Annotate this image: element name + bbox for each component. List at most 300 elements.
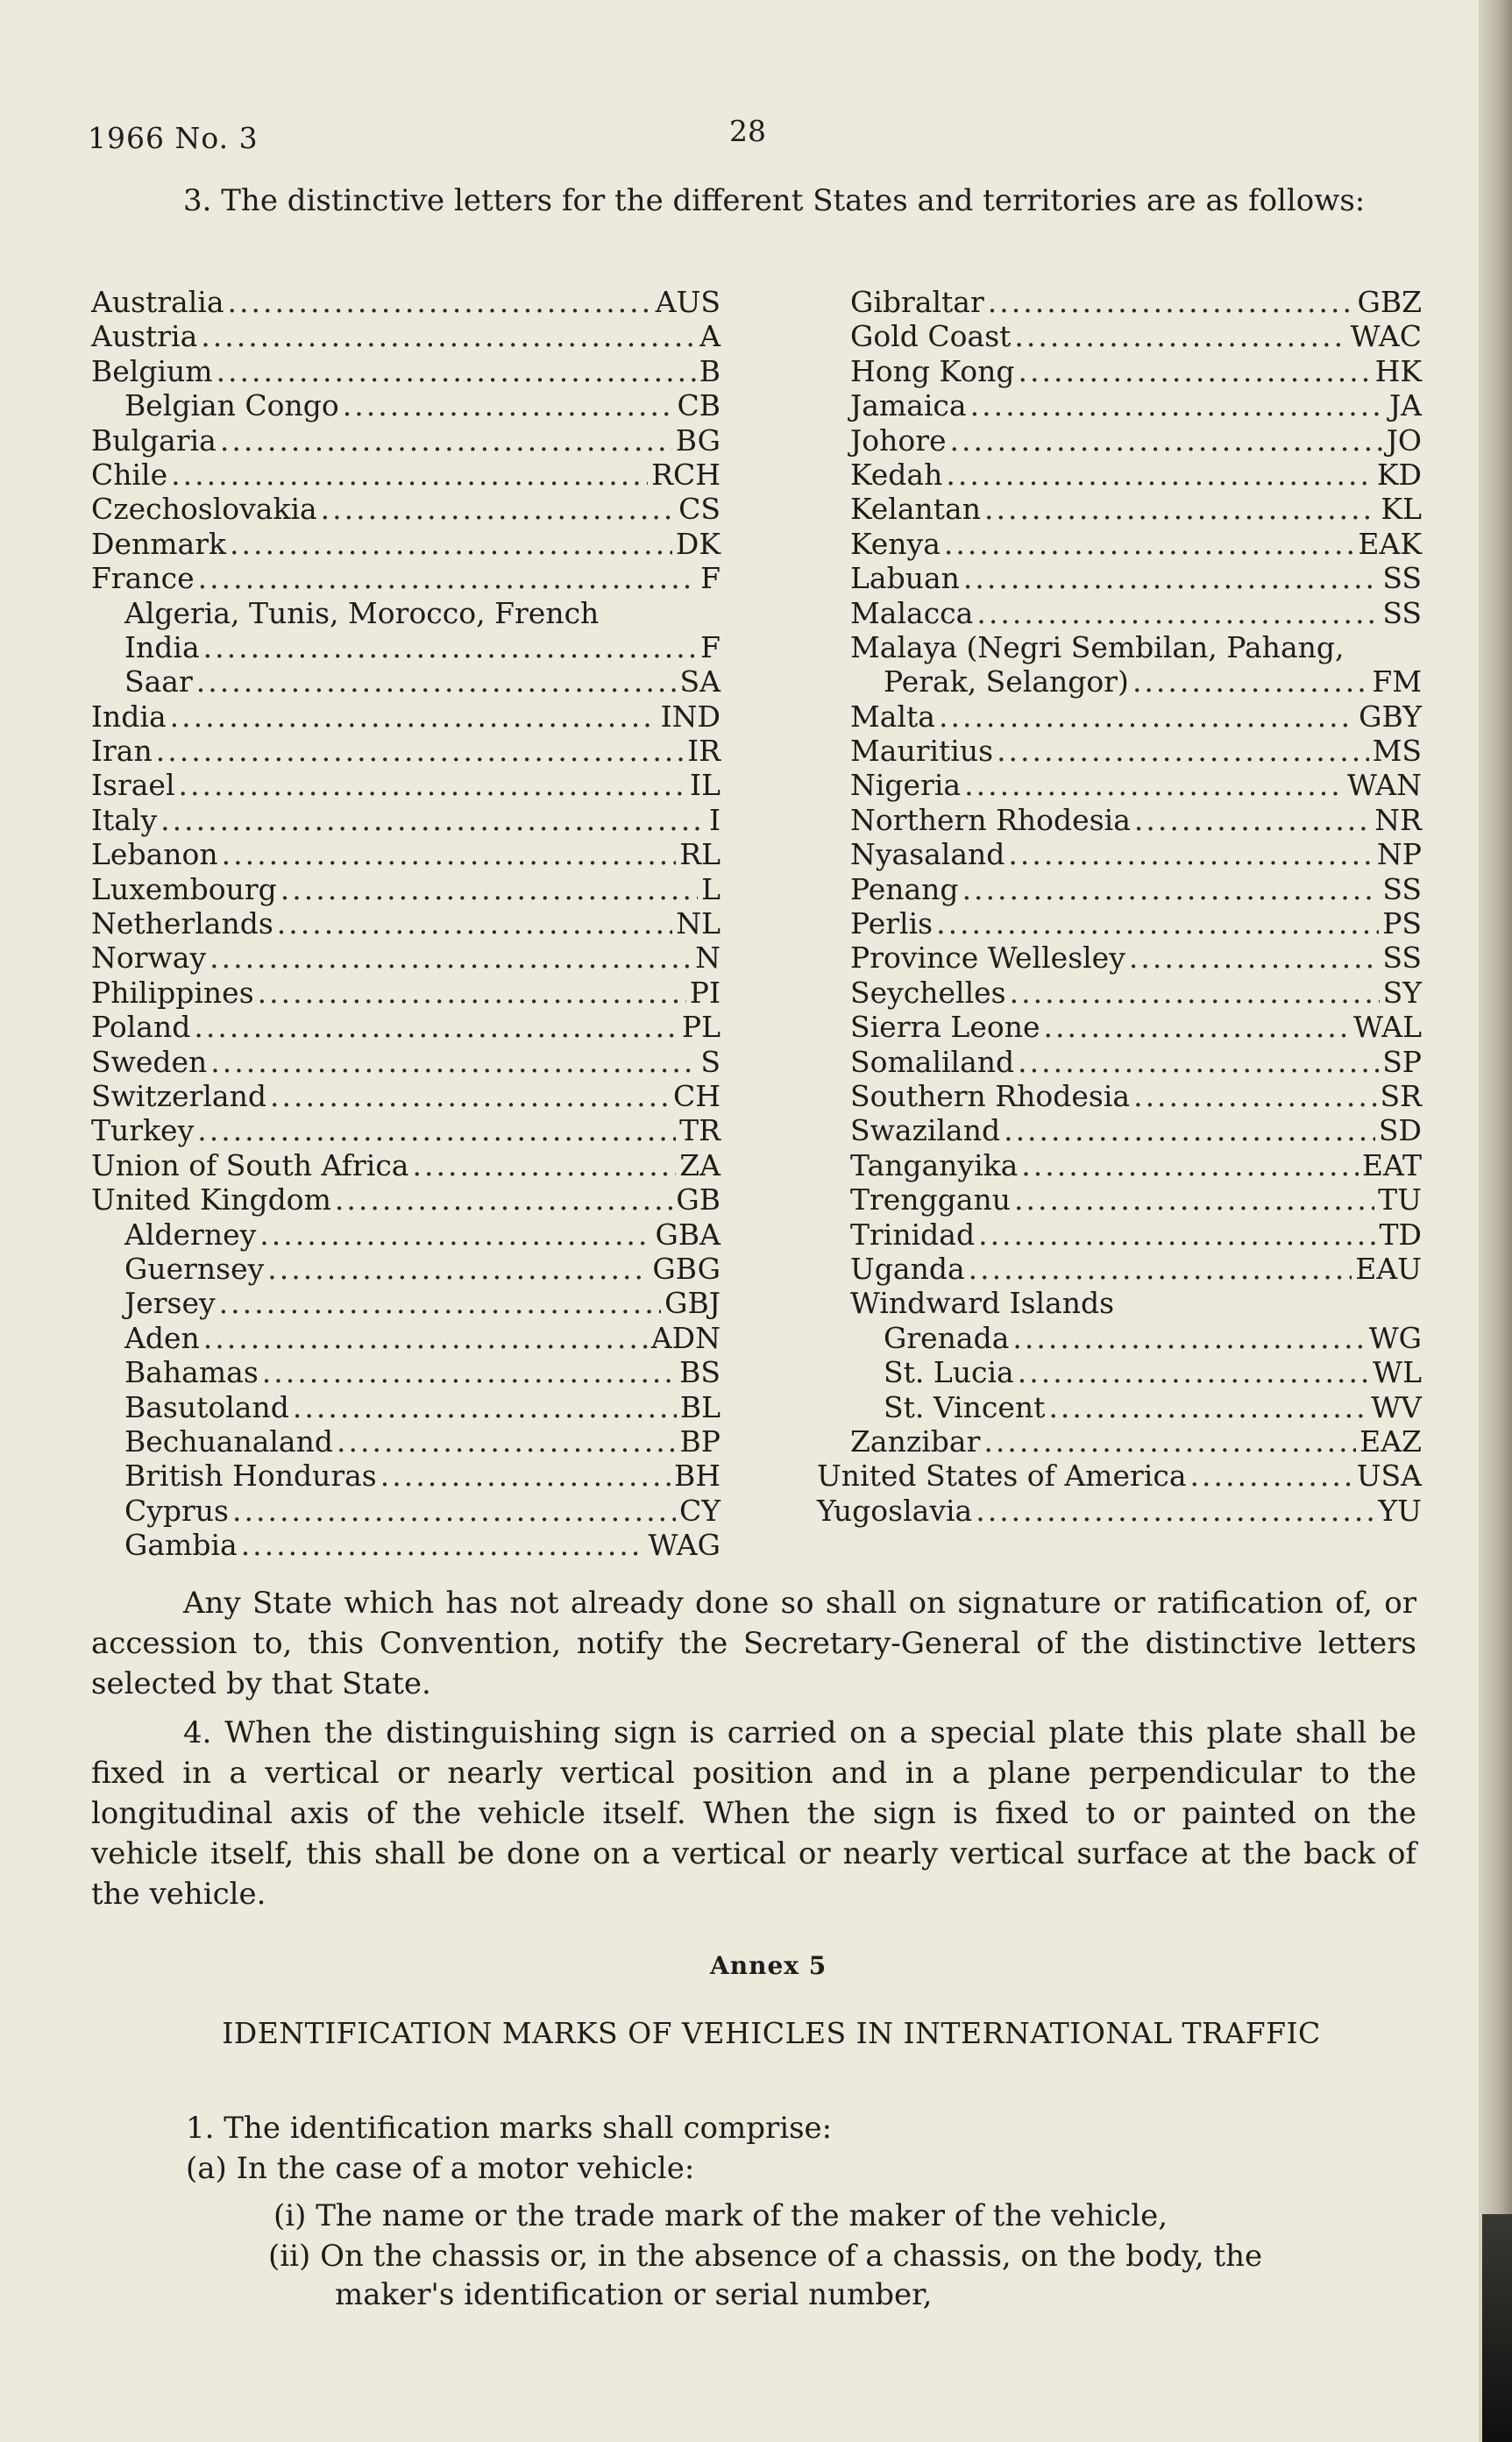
country-entry <box>817 1459 1422 1493</box>
distinctive-letters: DK <box>675 526 721 561</box>
dot-leader <box>412 1148 676 1182</box>
distinctive-letters: WG <box>1368 1320 1422 1355</box>
distinctive-letters: BP <box>679 1423 721 1459</box>
country-entry <box>91 699 721 734</box>
country-name: Trinidad <box>850 1217 976 1252</box>
country-entry <box>91 1148 721 1182</box>
dot-leader <box>198 561 697 595</box>
dot-leader <box>978 1217 1375 1252</box>
country-entry <box>817 1286 1422 1320</box>
dot-leader <box>293 1390 677 1424</box>
distinctive-letters: IR <box>687 734 721 769</box>
distinctive-letters: NL <box>676 906 721 941</box>
distinctive-letters: YU <box>1378 1493 1422 1528</box>
dot-leader <box>203 630 697 664</box>
country-name: Johore <box>850 422 947 458</box>
country-entry <box>91 1182 721 1217</box>
distinctive-letters: PS <box>1382 906 1422 941</box>
country-name: Aden <box>124 1320 200 1355</box>
distinctive-letters: S <box>700 1044 721 1079</box>
country-name: Grenada <box>884 1320 1010 1355</box>
dot-leader <box>964 768 1344 802</box>
country-name: Mauritius <box>850 734 994 769</box>
distinctive-letters: L <box>701 871 721 906</box>
country-entry <box>817 596 1422 630</box>
country-name: Gibraltar <box>850 285 984 319</box>
country-entry <box>817 872 1422 906</box>
distinctive-letters: GBG <box>652 1251 721 1286</box>
distinctive-letters: JA <box>1388 388 1422 423</box>
country-name: Bahamas <box>124 1355 259 1390</box>
distinctive-letters: CB <box>677 388 721 423</box>
country-entry <box>817 285 1422 319</box>
country-name: Lebanon <box>91 837 218 872</box>
distinctive-letters: RCH <box>651 457 721 492</box>
distinctive-letters: BH <box>673 1459 721 1494</box>
dot-leader <box>241 1528 645 1562</box>
country-entry <box>91 768 721 802</box>
dot-leader <box>946 458 1374 492</box>
country-name: Switzerland <box>91 1078 266 1113</box>
country-entry <box>817 319 1422 353</box>
country-entry <box>817 1252 1422 1286</box>
distinctive-letters: B <box>699 353 721 388</box>
dot-leader <box>196 664 677 699</box>
country-name: Netherlands <box>91 906 273 941</box>
dot-leader <box>950 423 1383 458</box>
distinctive-letters: EAK <box>1358 526 1422 561</box>
distinctive-letters: F <box>700 561 721 596</box>
dot-leader <box>983 1424 1356 1459</box>
country-entry <box>817 1321 1422 1355</box>
dot-leader <box>1133 1079 1376 1113</box>
distinctive-letters: SD <box>1378 1113 1422 1148</box>
country-entry <box>91 1494 721 1528</box>
dot-leader <box>217 354 696 388</box>
annex-item-ii: (ii) On the chassis or, in the absence of a chassis, on the body, the <box>268 2239 1263 2274</box>
dot-leader <box>1014 319 1346 353</box>
distinctive-letters: PL <box>681 1010 721 1045</box>
country-name: Bechuanaland <box>124 1423 333 1459</box>
distinctive-letters: USA <box>1356 1459 1422 1494</box>
distinctive-letters: ADN <box>650 1320 721 1355</box>
country-entry <box>817 1494 1422 1528</box>
country-name: St. Vincent <box>884 1389 1046 1424</box>
country-entry <box>91 872 721 906</box>
distinctive-letters: SS <box>1382 561 1422 596</box>
country-entry <box>91 388 721 422</box>
country-name: Trengganu <box>850 1182 1011 1217</box>
country-entry <box>817 941 1422 975</box>
dot-leader <box>997 734 1369 768</box>
country-entry <box>91 1252 721 1286</box>
distinctive-letters: WL <box>1373 1355 1422 1390</box>
country-name: Alderney <box>124 1217 257 1252</box>
dot-leader <box>1129 941 1380 975</box>
country-entry <box>91 1390 721 1424</box>
country-name: Kelantan <box>850 492 981 527</box>
country-name: Malacca <box>850 595 974 630</box>
country-entry <box>91 1355 721 1389</box>
page-edge <box>1479 0 1512 2442</box>
country-name: British Honduras <box>124 1459 377 1494</box>
distinctive-letters: WAN <box>1347 768 1422 803</box>
dot-leader <box>201 319 696 353</box>
country-entry <box>91 527 721 561</box>
annex-item-ii-continued: maker's identification or serial number, <box>335 2277 933 2312</box>
annex-item-1: 1. The identification marks shall comprise: <box>186 2111 833 2146</box>
country-entry <box>817 768 1422 802</box>
country-name: Penang <box>850 871 959 906</box>
country-name: Jersey <box>124 1286 216 1321</box>
country-entry <box>91 596 721 630</box>
dot-leader <box>343 388 674 422</box>
country-entry <box>91 630 721 664</box>
dot-leader <box>232 1494 676 1528</box>
dot-leader <box>335 1182 672 1217</box>
distinctive-letters: SS <box>1382 595 1422 630</box>
dot-leader <box>337 1424 677 1459</box>
country-entry <box>91 1286 721 1320</box>
country-name: Australia <box>91 285 224 319</box>
country-name: Hong Kong <box>850 353 1015 388</box>
country-name: Kedah <box>850 457 943 492</box>
country-entry <box>817 527 1422 561</box>
dot-leader <box>321 492 675 526</box>
dot-leader <box>1012 1321 1365 1355</box>
country-name: Luxembourg <box>91 871 277 906</box>
country-entry <box>817 561 1422 595</box>
country-entry <box>91 561 721 595</box>
country-name: Labuan <box>850 561 960 596</box>
country-entry <box>817 388 1422 422</box>
country-name: Perak, Selangor) <box>884 664 1129 699</box>
country-name: Malaya (Negri Sembilan, Pahang, <box>850 629 1345 664</box>
dot-leader <box>1008 837 1373 871</box>
distinctive-letters: TD <box>1379 1217 1422 1252</box>
country-name: Gold Coast <box>850 319 1012 354</box>
country-entry <box>817 354 1422 388</box>
right-country-column <box>817 285 1422 1528</box>
country-name: Perlis <box>850 906 933 941</box>
country-name: Kenya <box>850 526 941 561</box>
country-name: Chile <box>91 457 168 492</box>
distinctive-letters: IL <box>690 768 721 803</box>
country-name: Czechoslovakia <box>91 492 317 527</box>
dot-leader <box>380 1459 671 1493</box>
distinctive-letters: BS <box>679 1355 721 1390</box>
country-name: Nyasaland <box>850 837 1005 872</box>
country-entry <box>817 976 1422 1010</box>
country-name: Turkey <box>91 1113 195 1148</box>
country-entry <box>91 1424 721 1459</box>
distinctive-letters: EAU <box>1355 1251 1422 1286</box>
page-edge-shadow <box>1482 2214 1512 2442</box>
country-entry <box>817 1182 1422 1217</box>
country-entry <box>817 492 1422 526</box>
country-entry <box>817 1355 1422 1389</box>
country-name: United States of America <box>817 1459 1187 1494</box>
dot-leader <box>194 1010 678 1044</box>
country-name: Sierra Leone <box>850 1010 1040 1045</box>
dot-leader <box>171 458 648 492</box>
distinctive-letters: SP <box>1382 1044 1422 1079</box>
country-entry <box>91 492 721 526</box>
distinctive-letters: F <box>700 629 721 664</box>
country-name: Uganda <box>850 1251 965 1286</box>
country-name: Malta <box>850 699 935 734</box>
distinctive-letters: JO <box>1386 422 1422 458</box>
dot-leader <box>230 527 672 561</box>
country-name: Denmark <box>91 526 226 561</box>
distinctive-letters: MS <box>1372 734 1422 769</box>
dot-leader <box>219 1286 662 1320</box>
country-entry <box>817 1390 1422 1424</box>
dot-leader <box>259 1217 651 1252</box>
distinctive-letters: NR <box>1374 802 1422 837</box>
dot-leader <box>1044 1010 1350 1044</box>
distinctive-letters: SS <box>1382 871 1422 906</box>
country-entry <box>817 423 1422 458</box>
dot-leader <box>267 1252 649 1286</box>
distinctive-letters: KL <box>1381 492 1422 527</box>
country-name: Northern Rhodesia <box>850 802 1131 837</box>
dot-leader <box>209 941 692 975</box>
distinctive-letters: BG <box>675 422 721 458</box>
country-entry <box>91 837 721 871</box>
country-entry <box>91 1045 721 1079</box>
country-entry <box>817 664 1422 699</box>
dot-leader <box>936 906 1379 941</box>
distinctive-letters: WAL <box>1352 1010 1422 1045</box>
dot-leader <box>280 872 698 906</box>
dot-leader <box>1010 976 1380 1010</box>
dot-leader <box>1019 354 1372 388</box>
distinctive-letters: SY <box>1382 975 1422 1010</box>
country-entry <box>91 1079 721 1113</box>
left-country-column <box>91 285 721 1562</box>
annex-title: IDENTIFICATION MARKS OF VEHICLES IN INTERNATIONAL TRAFFIC <box>222 2016 1321 2050</box>
dot-leader <box>969 1252 1352 1286</box>
distinctive-letters: WAG <box>648 1528 721 1563</box>
country-entry <box>817 699 1422 734</box>
country-entry <box>817 1148 1422 1182</box>
distinctive-letters: CS <box>678 492 721 527</box>
dot-leader <box>220 423 672 458</box>
country-entry <box>91 1217 721 1252</box>
country-entry <box>817 1424 1422 1459</box>
dot-leader <box>1004 1113 1375 1147</box>
country-name: Somaliland <box>850 1044 1015 1079</box>
country-entry <box>91 1528 721 1562</box>
country-entry <box>91 1459 721 1493</box>
country-entry <box>91 1321 721 1355</box>
country-name: Belgian Congo <box>124 388 339 423</box>
country-entry <box>817 630 1422 664</box>
distinctive-letters: PI <box>689 975 721 1010</box>
dot-leader <box>984 492 1377 526</box>
country-name: Nigeria <box>850 768 962 803</box>
country-entry <box>91 906 721 941</box>
country-name: Province Wellesley <box>850 941 1125 976</box>
country-name: Bulgaria <box>91 422 217 458</box>
country-name: India <box>124 629 200 664</box>
country-entry <box>817 1010 1422 1044</box>
distinctive-letters: KD <box>1376 457 1422 492</box>
distinctive-letters: EAT <box>1361 1147 1422 1182</box>
dot-leader <box>277 906 672 941</box>
country-entry <box>817 1045 1422 1079</box>
distinctive-letters: GB <box>676 1182 721 1217</box>
country-name: Zanzibar <box>850 1423 981 1459</box>
country-name: Belgium <box>91 353 213 388</box>
annex-label: Annex 5 <box>710 1951 827 1980</box>
country-name: Italy <box>91 802 158 837</box>
country-entry <box>817 837 1422 871</box>
distinctive-letters: IND <box>660 699 721 734</box>
country-entry <box>91 664 721 699</box>
intro-paragraph: 3. The distinctive letters for the different States and territories are as follows: <box>183 183 1366 218</box>
distinctive-letters: A <box>699 319 721 354</box>
dot-leader <box>210 1045 697 1079</box>
page-header-year-number: 1966 No. 3 <box>88 121 259 155</box>
dot-leader <box>1048 1390 1367 1424</box>
annex-item-a: (a) In the case of a motor vehicle: <box>186 2151 695 2186</box>
country-name: Yugoslavia <box>817 1493 973 1528</box>
distinctive-letters: I <box>708 802 721 837</box>
distinctive-letters: SA <box>679 664 721 699</box>
dot-leader <box>988 285 1354 319</box>
country-name: Gambia <box>124 1528 238 1563</box>
country-name: St. Lucia <box>884 1355 1014 1390</box>
country-name: Union of South Africa <box>91 1147 409 1182</box>
country-entry <box>817 734 1422 768</box>
distinctive-letters: EAZ <box>1359 1423 1422 1459</box>
country-entry <box>817 906 1422 941</box>
distinctive-letters: N <box>695 941 721 976</box>
dot-leader <box>160 803 706 837</box>
country-name: Israel <box>91 768 175 803</box>
dot-leader <box>203 1321 648 1355</box>
distinctive-letters: GBY <box>1359 699 1422 734</box>
country-name: Swaziland <box>850 1113 1001 1148</box>
country-name: Seychelles <box>850 975 1006 1010</box>
dot-leader <box>1021 1148 1359 1182</box>
country-entry <box>817 1079 1422 1113</box>
distinctive-letters: SS <box>1382 941 1422 976</box>
country-entry <box>91 458 721 492</box>
country-name: Windward Islands <box>850 1286 1115 1321</box>
country-name: Tanganyika <box>850 1147 1019 1182</box>
country-entry <box>91 423 721 458</box>
dot-leader <box>939 699 1355 734</box>
country-entry <box>817 1113 1422 1147</box>
distinctive-letters: GBJ <box>664 1286 721 1321</box>
dot-leader <box>179 768 687 802</box>
distinctive-letters: AUS <box>655 285 721 319</box>
dot-leader <box>197 1113 676 1147</box>
country-entry <box>91 1113 721 1147</box>
distinctive-letters: WV <box>1371 1389 1422 1424</box>
distinctive-letters: GBA <box>655 1217 721 1252</box>
distinctive-letters: SR <box>1380 1078 1422 1113</box>
dot-leader <box>1134 803 1371 837</box>
country-name: Southern Rhodesia <box>850 1078 1131 1113</box>
distinctive-letters: GBZ <box>1357 285 1422 319</box>
dot-leader <box>170 699 657 734</box>
country-entry <box>817 458 1422 492</box>
annex-item-i: (i) The name or the trade mark of the maker of the vehicle, <box>273 2198 1168 2233</box>
distinctive-letters: ZA <box>679 1147 721 1182</box>
country-name: Iran <box>91 734 153 769</box>
distinctive-letters: TR <box>679 1113 721 1148</box>
country-name: Austria <box>91 319 198 354</box>
distinctive-letters: CY <box>678 1493 721 1528</box>
distinctive-letters: BL <box>679 1389 721 1424</box>
country-name: Saar <box>124 664 193 699</box>
country-entry <box>91 734 721 768</box>
country-name: Cyprus <box>124 1493 229 1528</box>
country-entry <box>91 1010 721 1044</box>
country-name: Guernsey <box>124 1251 265 1286</box>
country-name: Basutoland <box>124 1389 289 1424</box>
distinctive-letters: RL <box>679 837 721 872</box>
country-name: Sweden <box>91 1044 208 1079</box>
dot-leader <box>222 837 677 871</box>
dot-leader <box>258 976 686 1010</box>
country-name: India <box>91 699 167 734</box>
dot-leader <box>944 527 1355 561</box>
country-name: France <box>91 561 195 596</box>
country-name: Poland <box>91 1010 191 1045</box>
notification-paragraph: Any State which has not already done so shall on signature or ratification of, or accession to, this Convention, notify the Secretary-General of the distinctive letters selected by that State. <box>91 1586 1416 1701</box>
dot-leader <box>963 561 1379 595</box>
country-name: Philippines <box>91 975 254 1010</box>
distinctive-letters: HK <box>1374 353 1422 388</box>
dot-leader <box>1132 664 1368 699</box>
distinctive-letters: NP <box>1376 837 1422 872</box>
country-entry <box>91 354 721 388</box>
country-entry <box>91 976 721 1010</box>
distinctive-letters: WAC <box>1350 319 1422 354</box>
distinctive-letters: CH <box>672 1078 721 1113</box>
paragraph-4: 4. When the distinguishing sign is carried on a special plate this plate shall be fixed in a vertical or nearly vertical position and in a plane perpendicular to the longitudinal axis of the vehicle itself. When the sign is fixed to or painted on the vehicle itself, this shall be done on a vertical or nearly vertical surface at the back of the vehicle. <box>91 1715 1416 1912</box>
dot-leader <box>1190 1459 1353 1493</box>
dot-leader <box>976 596 1379 630</box>
dot-leader <box>156 734 684 768</box>
country-entry <box>91 941 721 975</box>
country-entry <box>91 319 721 353</box>
country-entry <box>817 803 1422 837</box>
dot-leader <box>1018 1355 1369 1389</box>
country-entry <box>91 285 721 319</box>
dot-leader <box>970 388 1386 422</box>
country-entry <box>91 803 721 837</box>
page-number: 28 <box>729 114 766 148</box>
country-name: Norway <box>91 941 207 976</box>
country-name: Algeria, Tunis, Morocco, French <box>124 595 600 630</box>
distinctive-letters: TU <box>1378 1182 1422 1217</box>
dot-leader <box>270 1079 670 1113</box>
dot-leader <box>228 285 652 319</box>
dot-leader <box>976 1494 1374 1528</box>
country-name: Jamaica <box>850 388 967 423</box>
country-name: United Kingdom <box>91 1182 331 1217</box>
distinctive-letters: FM <box>1372 664 1422 699</box>
dot-leader <box>1018 1045 1379 1079</box>
dot-leader <box>262 1355 676 1389</box>
dot-leader <box>1014 1182 1374 1217</box>
